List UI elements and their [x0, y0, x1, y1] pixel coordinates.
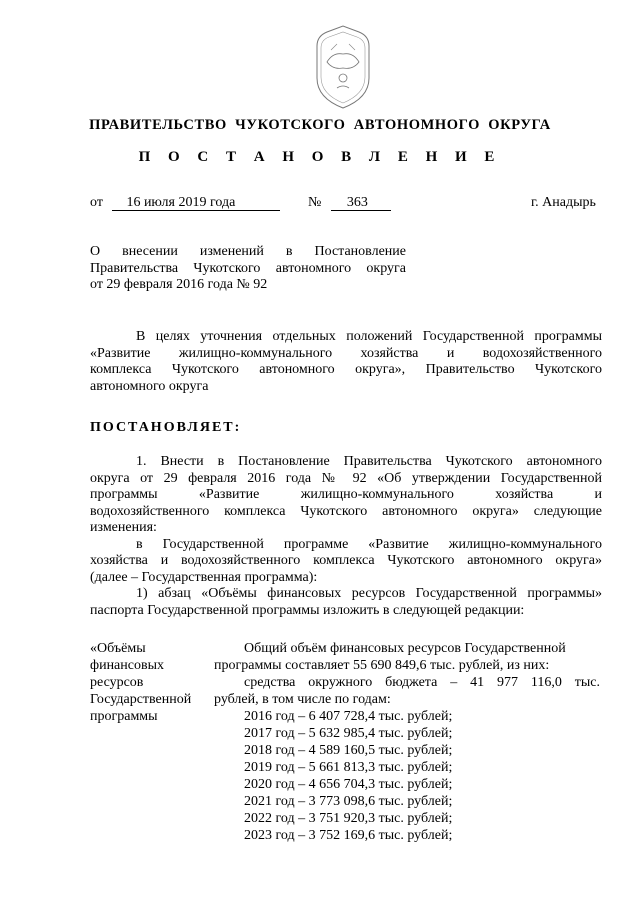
subject-line: Правительства Чукотского автономного округа	[90, 260, 406, 276]
preamble	[90, 329, 602, 395]
document-type-title: П О С Т А Н О В Л Е Н И Е	[138, 149, 502, 165]
decree-number: 363	[331, 195, 391, 211]
text-line: хозяйства и водохозяйственного комплекса Чукотского автономного округа»	[90, 553, 602, 568]
number-line	[308, 194, 391, 211]
table-value-column	[214, 640, 600, 844]
text-line: паспорта Государственной программы изложить в следующей редакции:	[90, 602, 525, 618]
year-amount-line: 2017 год – 5 632 985,4 тыс. рублей;	[244, 726, 453, 741]
table-text-line: программы составляет 55 690 849,6 тыс. рублей, из них:	[214, 658, 550, 673]
text-line: изменения:	[90, 520, 157, 535]
table-text-line: Общий объём финансовых ресурсов Государственной	[244, 641, 566, 656]
text-line: округа от 29 февраля 2016 года № 92 «Об утверждении Государственной	[90, 470, 602, 486]
table-text-line: средства окружного бюджета – 41 977 116,0 тыс.	[244, 675, 600, 690]
place: г. Анадырь	[531, 195, 596, 210]
table-label-line: финансовых	[90, 658, 164, 673]
text-line: 1. Внести в Постановление Правительства Чукотского автономного	[136, 454, 602, 469]
table-label-line: программы	[90, 709, 158, 724]
year-amount-line: 2016 год – 6 407 728,4 тыс. рублей;	[244, 709, 453, 724]
decree-date: 16 июля 2019 года	[112, 195, 280, 211]
number-label: №	[308, 195, 322, 210]
text-line: автономного округа	[90, 378, 209, 394]
text-line: в Государственной программе «Развитие жилищно-коммунального	[136, 536, 602, 552]
text-line: комплекса Чукотского автономного округа», Правительство Чукотского	[90, 362, 602, 377]
year-amount-line: 2020 год – 4 656 704,3 тыс. рублей;	[244, 777, 453, 792]
year-amount-line: 2019 год – 5 661 813,3 тыс. рублей;	[244, 760, 453, 775]
text-line: программы «Развитие жилищно-коммунального хозяйства и	[90, 487, 602, 502]
text-line: (далее – Государственная программа):	[90, 569, 318, 585]
decree-subject	[90, 244, 406, 294]
subject-line: О внесении изменений в Постановление	[90, 244, 406, 259]
date-line	[90, 194, 280, 211]
body-text	[90, 454, 602, 619]
text-line: 1) абзац «Объёмы финансовых ресурсов Государственной программы»	[136, 586, 602, 601]
table-text-line: рублей, в том числе по годам:	[214, 692, 391, 707]
year-amount-line: 2021 год – 3 773 098,6 тыс. рублей;	[244, 794, 453, 809]
table-label-line: «Объёмы	[90, 641, 146, 656]
table-label-line: ресурсов	[90, 675, 144, 690]
text-line: В целях уточнения отдельных положений Государственной программы	[136, 329, 602, 344]
table-label-column	[90, 640, 220, 725]
text-line: водохозяйственного комплекса Чукотского автономного округа» следующие	[90, 503, 602, 519]
year-amount-line: 2023 год – 3 752 169,6 тыс. рублей;	[244, 828, 453, 843]
year-amount-line: 2018 год – 4 589 160,5 тыс. рублей;	[244, 743, 453, 758]
text-line: «Развитие жилищно-коммунального хозяйства и водохозяйственного	[90, 345, 602, 361]
year-amount-line: 2022 год – 3 751 920,3 тыс. рублей;	[244, 811, 453, 826]
table-label-line: Государственной	[90, 692, 192, 707]
subject-line: от 29 февраля 2016 года № 92	[90, 277, 268, 292]
from-label: от	[90, 195, 103, 210]
coat-of-arms-emblem	[307, 22, 379, 112]
resolve-heading: ПОСТАНОВЛЯЕТ:	[90, 420, 242, 435]
government-title: ПРАВИТЕЛЬСТВО ЧУКОТСКОГО АВТОНОМНОГО ОКРУГА	[89, 117, 551, 133]
